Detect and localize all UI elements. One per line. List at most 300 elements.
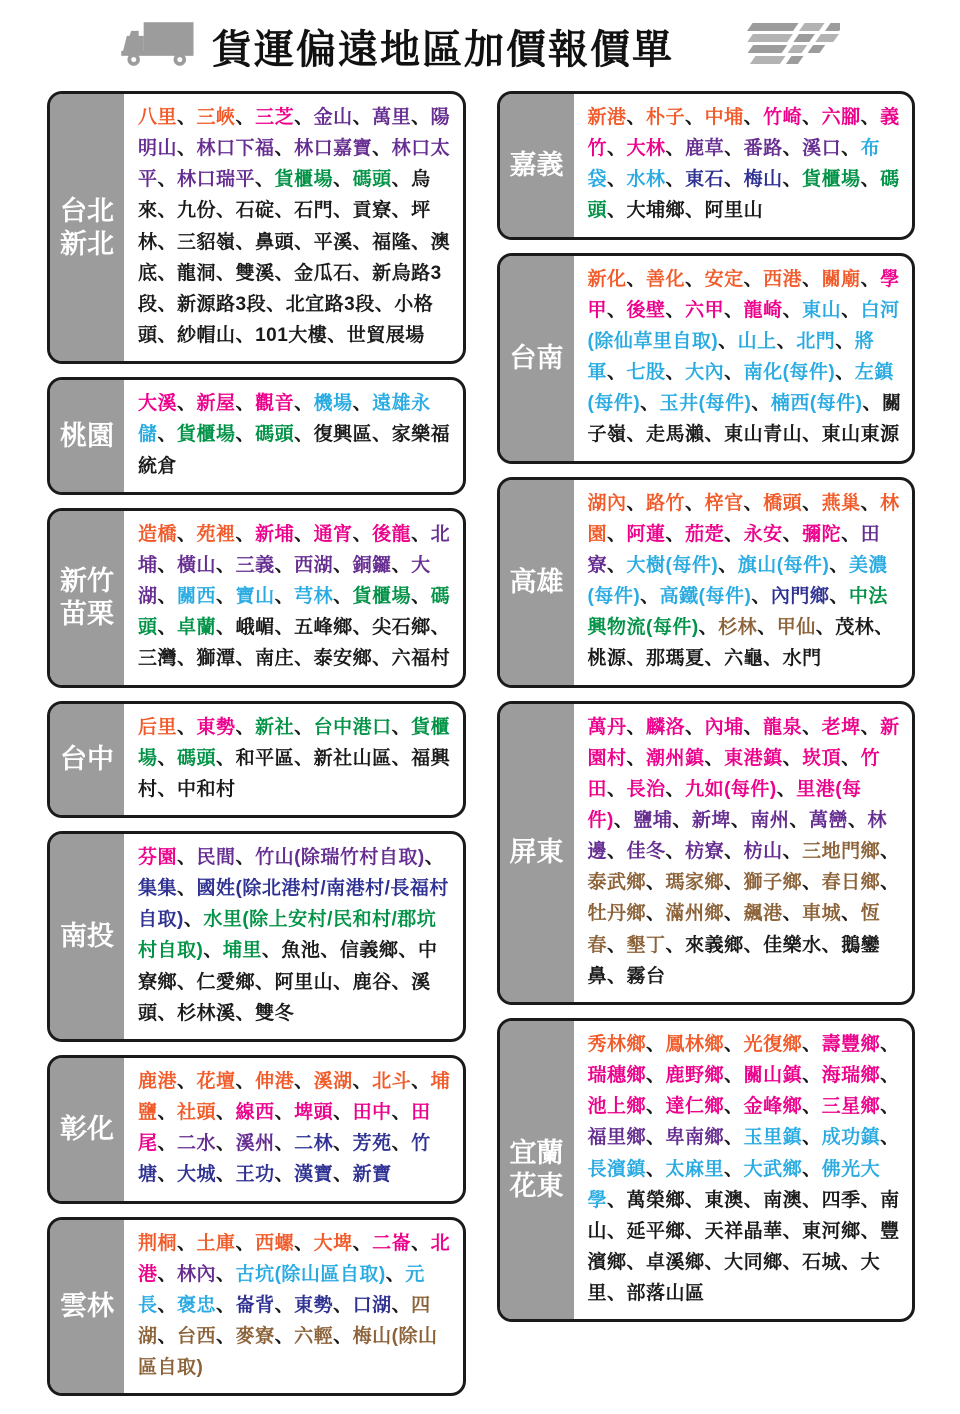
separator: 、 [157,1326,178,1347]
separator: 、 [626,716,647,738]
region-label: 宜蘭花東 [500,1021,574,1319]
place-name: 瑪家鄉 [665,872,725,894]
place-name: 四湖 [138,1294,431,1347]
separator: 、 [607,554,627,576]
place-name: 北宜路3段 [285,293,375,315]
separator: 、 [216,1263,236,1285]
place-name: 大湖 [138,554,431,608]
separator: 、 [157,778,178,800]
separator: 、 [704,1252,725,1273]
separator: 、 [235,1070,256,1092]
place-name: 獅潭 [196,648,236,670]
place-name: 瑞穗鄉 [587,1065,647,1087]
place-name: 褒忠 [177,1294,217,1316]
separator: 、 [685,492,705,514]
place-name: 萬里 [372,107,412,128]
place-name: 林口瑞平 [177,169,256,191]
place-name: 牡丹鄉 [587,903,647,925]
place-name: 東山東源 [821,424,900,446]
place-name: 佳樂水 [763,934,822,956]
separator: 、 [860,107,881,128]
place-name: 林口太平 [138,138,451,191]
separator: 、 [294,107,314,128]
place-name: 茄萣 [685,523,725,545]
separator: 、 [391,1294,412,1316]
place-name: 新屋 [196,393,236,415]
place-name: 魚池 [281,940,321,962]
place-name: 三貂嶺 [177,231,236,253]
place-name: 溪州 [235,1133,275,1155]
place-name: 三灣 [138,648,178,670]
place-name: 太麻里 [665,1158,725,1180]
place-name: 貨櫃場 [352,586,412,608]
place-name: 龍洞 [177,262,217,284]
place-name: 美濃(每件) [587,554,888,608]
separator: 、 [862,393,883,415]
separator: 、 [665,138,686,160]
separator: 、 [294,747,314,769]
separator: 、 [626,107,647,128]
place-name: 杉林溪 [177,1002,236,1024]
separator: 、 [157,325,178,347]
place-name: 梅山(除山區自取) [138,1326,438,1379]
separator: 、 [835,362,855,384]
separator: 、 [646,1158,666,1180]
separator: 、 [177,648,197,670]
place-name: 獅子鄉 [743,872,803,894]
separator: 、 [607,841,627,863]
separator: 、 [216,262,236,284]
place-name: 埤頭 [294,1102,334,1124]
separator: 、 [665,299,686,321]
separator: 、 [216,1326,236,1347]
place-name: 家樂福統倉 [138,424,451,477]
place-name: 鹿野鄉 [665,1065,725,1087]
place-name: 六腳 [821,107,861,128]
region-card-hsinchu-miaoli [47,508,466,688]
separator: 、 [646,1127,666,1149]
place-name: 伸港 [255,1070,295,1092]
separator: 、 [841,747,861,769]
place-name: 關子嶺 [587,393,902,446]
separator: 、 [743,268,764,290]
place-name: 大武鄉 [743,1158,803,1180]
separator: 、 [216,1102,236,1124]
separator: 、 [880,1096,900,1118]
place-name: 高鐵(每件) [659,586,752,608]
region-places [124,94,463,361]
separator: 、 [646,1033,666,1055]
place-name: 竹塘 [138,1133,431,1186]
place-name: 關山鎮 [743,1065,803,1087]
separator: 、 [235,393,256,415]
place-name: 峨嵋 [235,617,275,639]
separator: 、 [333,1133,353,1155]
place-name: 鹽埔 [633,809,673,831]
separator: 、 [782,841,803,863]
separator: 、 [841,903,861,925]
place-name: 貢寮 [352,200,392,222]
place-name: 荆桐 [138,1232,178,1254]
place-name: 天祥晶華 [704,1220,783,1242]
place-name: 福興村 [138,747,451,800]
separator: 、 [235,648,256,670]
place-name: 墾丁 [626,934,666,956]
place-name: 田尾 [138,1102,431,1155]
separator: 、 [294,716,314,738]
place-name: 新港 [587,107,627,128]
place-name: 八里 [138,107,178,128]
place-name: 東河鄉 [802,1220,861,1242]
place-name: 滿州鄉 [665,903,725,925]
separator: 、 [880,1033,900,1055]
place-name: 大內 [685,362,725,384]
place-name: 大樹(每件) [626,554,719,576]
place-name: 三星鄉 [821,1096,881,1118]
separator: 、 [274,200,295,222]
separator: 、 [640,586,660,608]
place-name: 金山 [313,107,353,128]
place-name: 遠雄永儲 [138,393,431,446]
place-name: 海瑞鄉 [821,1065,881,1087]
place-name: 坪林 [138,200,431,253]
place-name: 苑裡 [196,523,236,545]
region-places [574,1021,913,1319]
separator: 、 [177,138,197,160]
place-name: 埔鹽 [138,1070,451,1124]
separator: 、 [685,107,705,128]
separator: 、 [177,523,197,545]
place-name: 枋山 [743,841,783,863]
place-name: 四季 [821,1189,861,1211]
separator: 、 [411,1070,431,1092]
separator: 、 [372,424,392,446]
separator: 、 [646,1065,666,1087]
place-name: 貨櫃場 [138,716,451,769]
place-name: 布袋 [587,138,881,191]
place-name: 卑南鄉 [665,1127,725,1149]
separator: 、 [157,586,178,608]
place-name: 鼻頭 [255,231,295,253]
separator: 、 [157,424,178,446]
place-name: 阿蓮 [626,523,666,545]
separator: 、 [424,846,445,868]
separator: 、 [607,965,627,987]
place-name: 梓官 [704,492,744,514]
separator: 、 [216,1164,236,1186]
place-name: 北斗 [372,1070,412,1092]
separator: 、 [391,747,412,769]
place-name: 六福村 [391,648,451,670]
separator: 、 [782,523,803,545]
region-card-pingtung [497,701,916,1005]
place-name: 永安 [743,523,783,545]
separator: 、 [880,1127,900,1149]
place-name: 大溪 [138,393,178,415]
separator: 、 [411,523,431,545]
place-name: 林邊 [587,809,887,863]
separator: 、 [333,169,353,191]
place-name: 水林 [626,169,666,191]
separator: 、 [665,169,686,191]
place-name: 101大樓 [255,325,328,347]
separator: 、 [665,778,686,800]
place-name: 東勢 [294,1294,334,1316]
separator: 、 [724,1127,744,1149]
place-name: 大埔鄉 [626,200,686,222]
place-name: 內門鄉 [770,586,830,608]
place-name: 芎林 [294,586,334,608]
place-name: 車城 [802,903,842,925]
separator: 、 [802,107,822,128]
separator: 、 [216,1133,236,1155]
place-name: 觀音 [255,393,295,415]
place-name: 五峰鄉 [294,617,353,639]
separator: 、 [294,231,314,253]
separator: 、 [776,778,797,800]
separator: 、 [157,1294,178,1316]
separator: 、 [724,138,744,160]
separator: 、 [216,554,236,576]
separator: 、 [860,1189,881,1211]
separator: 、 [607,1220,627,1242]
separator: 、 [607,1189,627,1211]
place-name: 林園 [587,492,900,545]
place-name: 尖石鄉 [372,617,431,639]
place-name: 北港 [138,1232,451,1285]
separator: 、 [352,262,373,284]
place-name: 橋頭 [763,492,803,514]
separator: 、 [704,648,725,670]
place-name: 大城 [177,1164,217,1186]
separator: 、 [815,617,836,639]
separator: 、 [860,492,881,514]
separator: 、 [607,523,627,545]
separator: 、 [626,492,647,514]
region-card-taipei-newtaipei [47,91,466,364]
place-name: 銅鑼 [352,554,392,576]
place-name: 南州 [750,809,790,831]
separator: 、 [157,1164,178,1186]
separator: 、 [391,200,412,222]
separator: 、 [802,1189,822,1211]
place-name: 世貿展場 [346,325,425,347]
place-name: 金瓜石 [294,262,353,284]
separator: 、 [235,107,256,128]
separator: 、 [333,1102,353,1124]
separator: 、 [216,200,236,222]
place-name: 部落山區 [626,1283,705,1305]
place-name: 台西 [177,1326,217,1347]
place-name: 新園村 [587,716,900,769]
separator: 、 [743,107,764,128]
separator: 、 [177,107,197,128]
place-name: 澳底 [138,231,451,284]
place-name: 碼頭 [587,169,900,222]
separator: 、 [333,1326,353,1347]
place-name: 造橋 [138,523,178,545]
place-name: 碼頭 [352,169,392,191]
place-name: 竹崎 [763,107,803,128]
separator: 、 [216,747,236,769]
separator: 、 [607,200,627,222]
place-name: 玉里鎮 [743,1127,803,1149]
separator: 、 [835,330,855,352]
separator: 、 [841,523,861,545]
separator: 、 [802,1096,822,1118]
region-card-taichung [47,701,466,818]
separator: 、 [391,971,412,993]
separator: 、 [255,971,275,993]
place-name: 碼頭 [255,424,295,446]
place-name: 西港 [763,268,803,290]
separator: 、 [333,554,353,576]
place-name: 新社山區 [313,747,392,769]
separator: 、 [266,293,286,315]
place-name: 安定 [704,268,744,290]
place-name: 壽豐鄉 [821,1033,881,1055]
place-name: 萬丹 [587,716,627,738]
place-name: 萬榮鄉 [626,1189,686,1211]
place-name: 新埤 [691,809,731,831]
separator: 、 [730,809,751,831]
place-name: 大同鄉 [724,1252,783,1273]
page-header [0,0,960,83]
separator: 、 [411,231,431,253]
region-card-tainan [497,253,916,464]
separator: 、 [646,903,666,925]
place-name: 走馬瀨 [646,424,705,446]
separator: 、 [829,554,849,576]
place-name: 林口嘉寶 [294,138,373,160]
separator: 、 [391,716,412,738]
place-name: 杉林 [718,617,758,639]
separator: 、 [391,554,412,576]
place-name: 萬巒 [808,809,848,831]
separator: 、 [333,1294,353,1316]
place-name: 水門 [782,648,822,670]
separator: 、 [685,716,705,738]
place-name: 西螺 [255,1232,295,1254]
separator: 、 [665,362,686,384]
separator: 、 [782,1252,803,1273]
left-column [47,91,466,1396]
separator: 、 [274,262,295,284]
separator: 、 [802,1127,822,1149]
place-name: 集集 [138,878,178,900]
separator: 、 [802,268,822,290]
place-name: 延平鄉 [626,1220,686,1242]
region-places [124,1220,463,1394]
separator: 、 [274,554,295,576]
place-name: 貨櫃場 [274,169,334,191]
place-name: 石門 [294,200,334,222]
separator: 、 [352,107,373,128]
separator: 、 [294,393,314,415]
separator: 、 [430,617,451,639]
separator: 、 [607,934,627,956]
separator: 、 [841,1252,861,1273]
page-title: 貨運偏遠地區加價報價單 [212,28,674,72]
place-name: 後龍 [372,523,412,545]
separator: 、 [274,138,295,160]
region-label: 新竹苗栗 [50,511,124,685]
place-name: 新寶 [352,1164,392,1186]
regions-grid [0,83,960,1414]
place-name: 東港鎮 [724,747,783,769]
place-name: 國姓(除北港村/南港村/長福村自取) [138,878,449,931]
place-name: 玉井(每件) [659,393,752,415]
separator: 、 [685,268,705,290]
separator: 、 [763,648,783,670]
place-name: 旗山(每件) [737,554,830,576]
separator: 、 [352,1070,373,1092]
separator: 、 [372,648,392,670]
separator: 、 [157,169,178,191]
place-name: 那瑪夏 [646,648,705,670]
place-name: 豐濱鄉 [587,1220,900,1273]
separator: 、 [757,617,777,639]
place-name: 寶山 [235,586,275,608]
place-name: 碼頭 [138,586,451,639]
separator: 、 [157,1133,178,1155]
place-name: 關廟 [821,268,861,290]
region-places [124,1058,463,1201]
separator: 、 [646,1096,666,1118]
place-name: 後壁 [626,299,666,321]
region-places [574,704,913,1002]
place-name: 阿里山 [704,200,764,222]
region-card-yunlin [47,1217,466,1397]
separator: 、 [607,169,627,191]
separator: 、 [802,424,822,446]
separator: 、 [685,1220,705,1242]
separator: 、 [274,1164,295,1186]
place-name: 鹿港 [138,1070,178,1092]
place-name: 卓蘭 [177,617,217,639]
speed-lines-icon [690,21,840,72]
separator: 、 [374,293,395,315]
place-name: 機場 [313,393,353,415]
separator: 、 [157,293,178,315]
separator: 、 [352,1232,373,1254]
separator: 、 [860,1220,881,1242]
separator: 、 [607,138,627,160]
place-name: 老埤 [821,716,861,738]
separator: 、 [718,330,738,352]
place-name: 溪頭 [138,971,431,1024]
separator: 、 [802,1033,822,1055]
place-name: 口湖 [352,1294,392,1316]
place-name: 平溪 [313,231,353,253]
separator: 、 [751,393,771,415]
separator: 、 [782,299,803,321]
place-name: 新源路3段 [177,293,267,315]
region-places [574,94,913,237]
separator: 、 [860,268,881,290]
place-name: 二崙 [372,1232,412,1254]
separator: 、 [235,424,256,446]
place-name: 新烏路3段 [138,262,442,315]
place-name: 竹山(除瑞竹村自取) [255,846,425,868]
separator: 、 [294,1232,314,1254]
separator: 、 [327,325,347,347]
place-name: 義竹 [587,107,900,160]
place-name: 新化 [587,268,627,290]
place-name: 碼頭 [177,747,217,769]
separator: 、 [235,523,256,545]
separator: 、 [626,747,647,769]
